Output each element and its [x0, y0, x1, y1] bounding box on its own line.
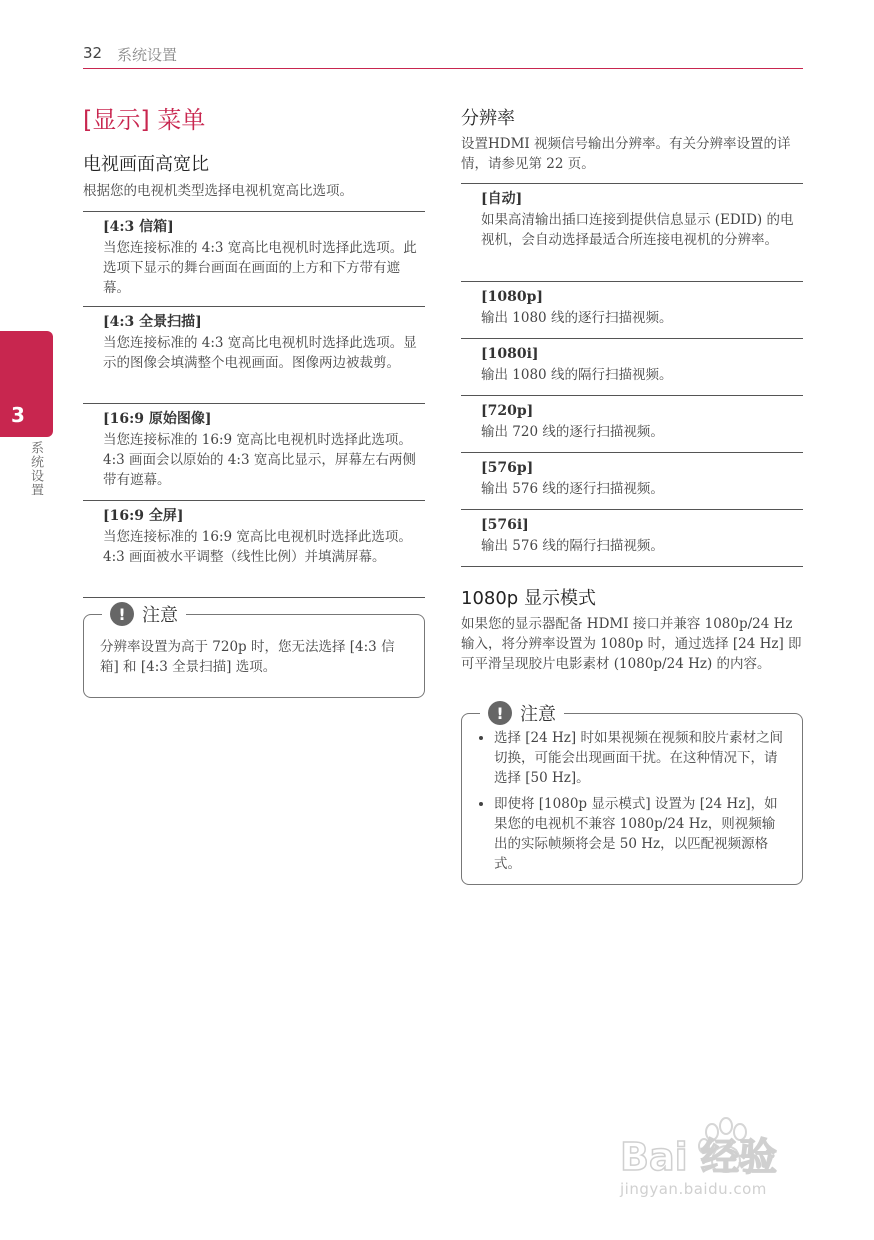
option-row: [461, 395, 803, 452]
option-name: [16:9 全屏]: [103, 508, 184, 524]
aspect-ratio-heading: 电视画面高宽比: [83, 154, 209, 175]
option-row: [461, 452, 803, 509]
option-name: [自动]: [481, 191, 523, 207]
chapter-title: 系统设置: [117, 46, 178, 64]
section-title: [显示] 菜单: [83, 106, 206, 134]
watermark-url: jingyan.baidu.com: [620, 1180, 767, 1198]
option-name: [576p]: [481, 460, 534, 476]
option-row: [461, 183, 803, 281]
resolution-options: [461, 183, 803, 567]
aspect-ratio-intro: 根据您的电视机类型选择电视机宽高比选项。: [83, 183, 353, 199]
option-row: [83, 403, 425, 500]
exclamation-icon: !: [110, 602, 134, 626]
option-desc: 输出 720 线的逐行扫描视频。: [481, 424, 664, 440]
option-name: [4:3 信箱]: [103, 219, 174, 235]
exclamation-icon: !: [488, 701, 512, 725]
aspect-ratio-note: [83, 604, 425, 698]
note-list: [462, 714, 802, 874]
option-desc: 输出 1080 线的逐行扫描视频。: [481, 310, 673, 326]
option-desc: 输出 576 线的隔行扫描视频。: [481, 538, 664, 554]
display-mode-heading: 1080p 显示模式: [461, 588, 596, 609]
option-name: [576i]: [481, 517, 529, 533]
option-desc: 当您连接标准的 4:3 宽高比电视机时选择此选项。此选项下显示的舞台画面在画面的上方和下方带有遮幕。: [103, 240, 417, 296]
option-row: [83, 306, 425, 403]
resolution-intro: 设置HDMI 视频信号输出分辨率。有关分辨率设置的详情，请参见第 22 页。: [461, 136, 791, 172]
option-name: [4:3 全景扫描]: [103, 314, 202, 330]
display-mode-note: [461, 703, 803, 885]
note-title: 注意: [520, 704, 556, 725]
option-row: [461, 338, 803, 395]
chapter-tab-label: 系统设置: [28, 441, 43, 497]
option-desc: 当您连接标准的 16:9 宽高比电视机时选择此选项。 4:3 画面会以原始的 4:3 宽高比显示，屏幕左右两侧带有遮幕。: [103, 432, 416, 488]
option-desc: 如果高清输出插口连接到提供信息显示 (EDID) 的电视机，会自动选择最适合所连接电视机的分辨率。: [481, 212, 794, 248]
watermark-logo-text: Bai 经验: [620, 1135, 777, 1179]
header-rule: [83, 68, 803, 69]
option-row: [461, 281, 803, 338]
note-item: • 选择 [24 Hz] 时如果视频在视频和胶片素材之间切换，可能会出现画面干扰。在这种情况下，请选择 [50 Hz]。: [494, 728, 786, 788]
option-name: [1080i]: [481, 346, 539, 362]
option-desc: 输出 1080 线的隔行扫描视频。: [481, 367, 673, 383]
note-header: [480, 700, 564, 726]
option-name: [720p]: [481, 403, 534, 419]
option-name: [16:9 原始图像]: [103, 411, 212, 427]
option-desc: 输出 576 线的逐行扫描视频。: [481, 481, 664, 497]
note-title: 注意: [142, 605, 178, 626]
display-mode-intro: 如果您的显示器配备 HDMI 接口并兼容 1080p/24 Hz 输入，将分辨率设置为 1080p 时，通过选择 [24 Hz] 即可平滑呈现胶片电影素材 (1080p/24 Hz) 的内容。: [461, 616, 802, 672]
chapter-tab-number: 3: [11, 403, 25, 427]
option-desc: 当您连接标准的 4:3 宽高比电视机时选择此选项。显示的图像会填满整个电视画面。图像两边被裁剪。: [103, 335, 417, 371]
note-item: • 即使将 [1080p 显示模式] 设置为 [24 Hz]，如果您的电视机不兼容 1080p/24 Hz，则视频输出的实际帧频将会是 50 Hz，以匹配视频源格式。: [494, 794, 786, 874]
option-row: [461, 509, 803, 567]
note-header: [102, 601, 186, 627]
option-row: [83, 500, 425, 598]
page-number: 32: [83, 44, 103, 62]
option-name: [1080p]: [481, 289, 544, 305]
aspect-ratio-options: [83, 211, 425, 598]
option-desc: 当您连接标准的 16:9 宽高比电视机时选择此选项。 4:3 画面被水平调整（线性比例）并填满屏幕。: [103, 529, 412, 565]
resolution-heading: 分辨率: [461, 108, 515, 129]
option-row: [83, 211, 425, 306]
note-text: 分辨率设置为高于 720p 时，您无法选择 [4:3 信箱] 和 [4:3 全景扫描] 选项。: [100, 639, 395, 675]
